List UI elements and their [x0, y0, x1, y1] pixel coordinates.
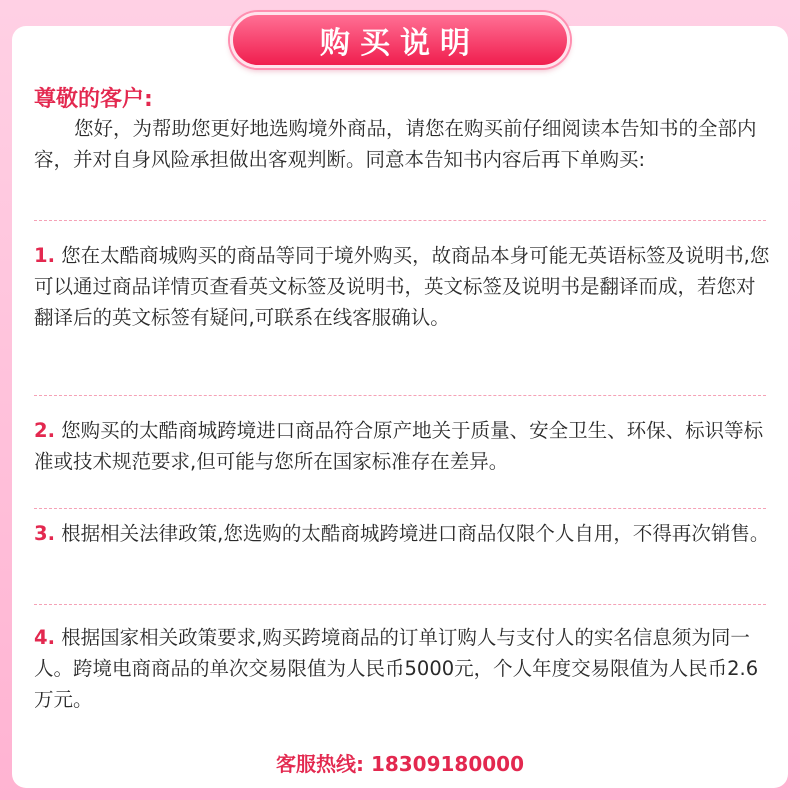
notice-item-1: [34, 240, 774, 333]
service-hotline: [0, 748, 800, 777]
notice-item-4: [34, 622, 774, 715]
item-text: 您在太酷商城购买的商品等同于境外购买，故商品本身可能无英语标签及说明书,您可以通过商品详情页查看英文标签及说明书，英文标签及说明书是翻译而成，若您对翻译后的英文标签有疑问,可联系在线客服确认。: [34, 244, 770, 329]
page-title: 购买说明: [230, 12, 570, 68]
notice-item-2: [34, 415, 774, 477]
intro-paragraph: 您好，为帮助您更好地选购境外商品，请您在购买前仔细阅读本告知书的全部内容，并对自身风险承担做出客观判断。同意本告知书内容后再下单购买:: [34, 117, 757, 171]
item-number: 1.: [34, 244, 55, 267]
divider: [34, 604, 766, 605]
divider: [34, 220, 766, 221]
notice-item-3: [34, 518, 774, 549]
divider: [34, 395, 766, 396]
hotline-label: 客服热线:: [275, 752, 364, 776]
item-text: 根据相关法律政策,您选购的太酷商城跨境进口商品仅限个人自用，不得再次销售。: [54, 522, 770, 545]
item-text: 您购买的太酷商城跨境进口商品符合原产地关于质量、安全卫生、环保、标识等标准或技术规范要求,但可能与您所在国家标准存在差异。: [34, 419, 764, 473]
divider: [34, 508, 766, 509]
greeting: 尊敬的客户:: [34, 87, 153, 112]
item-number: 3.: [34, 522, 55, 545]
item-text: 根据国家相关政策要求,购买跨境商品的订单订购人与支付人的实名信息须为同一人。跨境电商商品的单次交易限值为人民币5000元，个人年度交易限值为人民币2.6万元。: [34, 626, 759, 711]
hotline-number[interactable]: 18309180000: [370, 752, 525, 776]
item-number: 2.: [34, 419, 55, 442]
item-number: 4.: [34, 626, 55, 649]
